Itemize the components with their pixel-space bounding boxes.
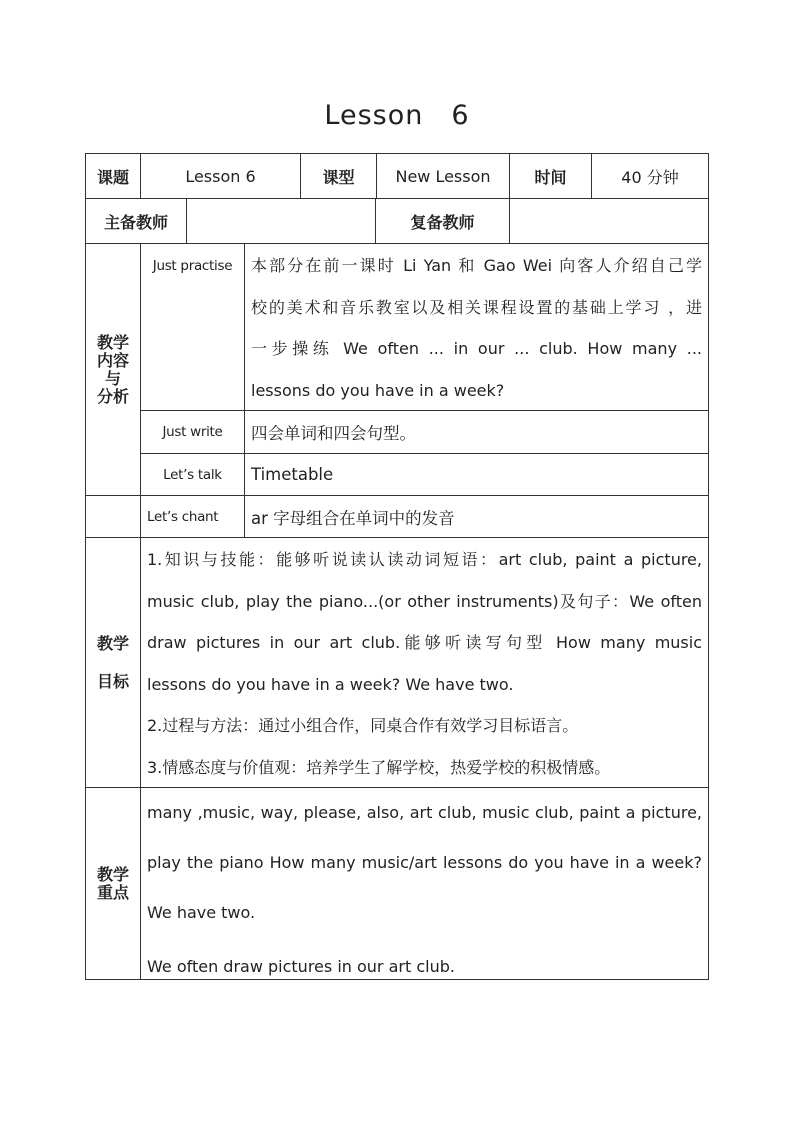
paragraph-line: 1.知识与技能：能够听说读认读动词短语：art club, paint a picture, [147,550,702,569]
objectives-label-lines [97,625,129,701]
paragraph-line: play the piano How many music/art lessons do you have in a week? [147,853,702,872]
key-points-label-line: 教学 [96,864,129,884]
page-title [0,100,794,131]
type-label: 课型 [300,153,377,199]
just-write-text: 四会单词和四会句型。 [244,410,709,454]
content-analysis-label [85,243,141,496]
paragraph-line: many ,music, way, please, also, art club, music club, paint a picture, [147,803,702,822]
just-practise-text [244,243,709,411]
paragraph-line: 校的美术和音乐教室以及相关课程设置的基础上学习 ，进 [251,297,702,317]
objectives-text [140,537,709,788]
title-number: 6 [451,100,470,131]
main-teacher-label: 主备教师 [85,198,187,244]
lets-chant-text: ar 字母组合在单词中的发音 [244,495,709,538]
objectives-label-line: 教学 [96,633,129,653]
objectives-label [85,537,141,788]
content-label-line: 分析 [96,386,129,406]
paragraph-line: We often draw pictures in our art club. [147,957,455,976]
paragraph-line: We have two. [147,903,256,922]
paragraph-line: draw pictures in our art club.能够听读写句型 How many music [147,633,702,653]
time-value: 40 分钟 [591,153,709,199]
lets-talk-text: Timetable [244,453,709,496]
paragraph-line: 2.过程与方法：通过小组合作，同桌合作有效学习目标语言。 [147,716,579,736]
lets-chant-label: Let’s chant [140,495,245,538]
key-points-label-lines [97,866,129,902]
type-value: New Lesson [376,153,510,199]
objectives-label-line: 目标 [96,671,129,691]
co-teacher-value [509,198,709,244]
topic-value: Lesson 6 [140,153,301,199]
main-teacher-value [186,198,376,244]
content-label-line: 与 [104,368,121,388]
key-points-text [140,787,709,980]
key-points-label [85,787,141,980]
key-points-label-line: 重点 [96,882,129,902]
content-label-line: 内容 [96,350,129,370]
topic-label: 课题 [85,153,141,199]
title-word: Lesson [324,100,424,131]
chant-empty-cell [85,495,141,538]
paragraph-line: lessons do you have in a week? [251,380,505,400]
just-write-label: Just write [140,410,245,454]
paragraph-line: 3.情感态度与价值观：培养学生了解学校，热爱学校的积极情感。 [147,757,611,777]
co-teacher-label: 复备教师 [375,198,510,244]
paragraph-line: music club, play the piano...(or other instruments)及句子：We often [147,591,702,611]
paragraph-line: lessons do you have in a week? We have two. [147,674,514,694]
time-label: 时间 [509,153,592,199]
paragraph-line: 一步操练 We often ... in our ... club. How many ... [251,339,702,358]
paragraph-line: 本部分在前一课时 Li Yan 和 Gao Wei 向客人介绍自己学 [251,256,702,275]
lets-talk-label: Let’s talk [140,453,245,496]
content-label-line: 教学 [96,332,129,352]
content-label-lines [97,334,129,406]
just-practise-label: Just practise [140,243,245,411]
